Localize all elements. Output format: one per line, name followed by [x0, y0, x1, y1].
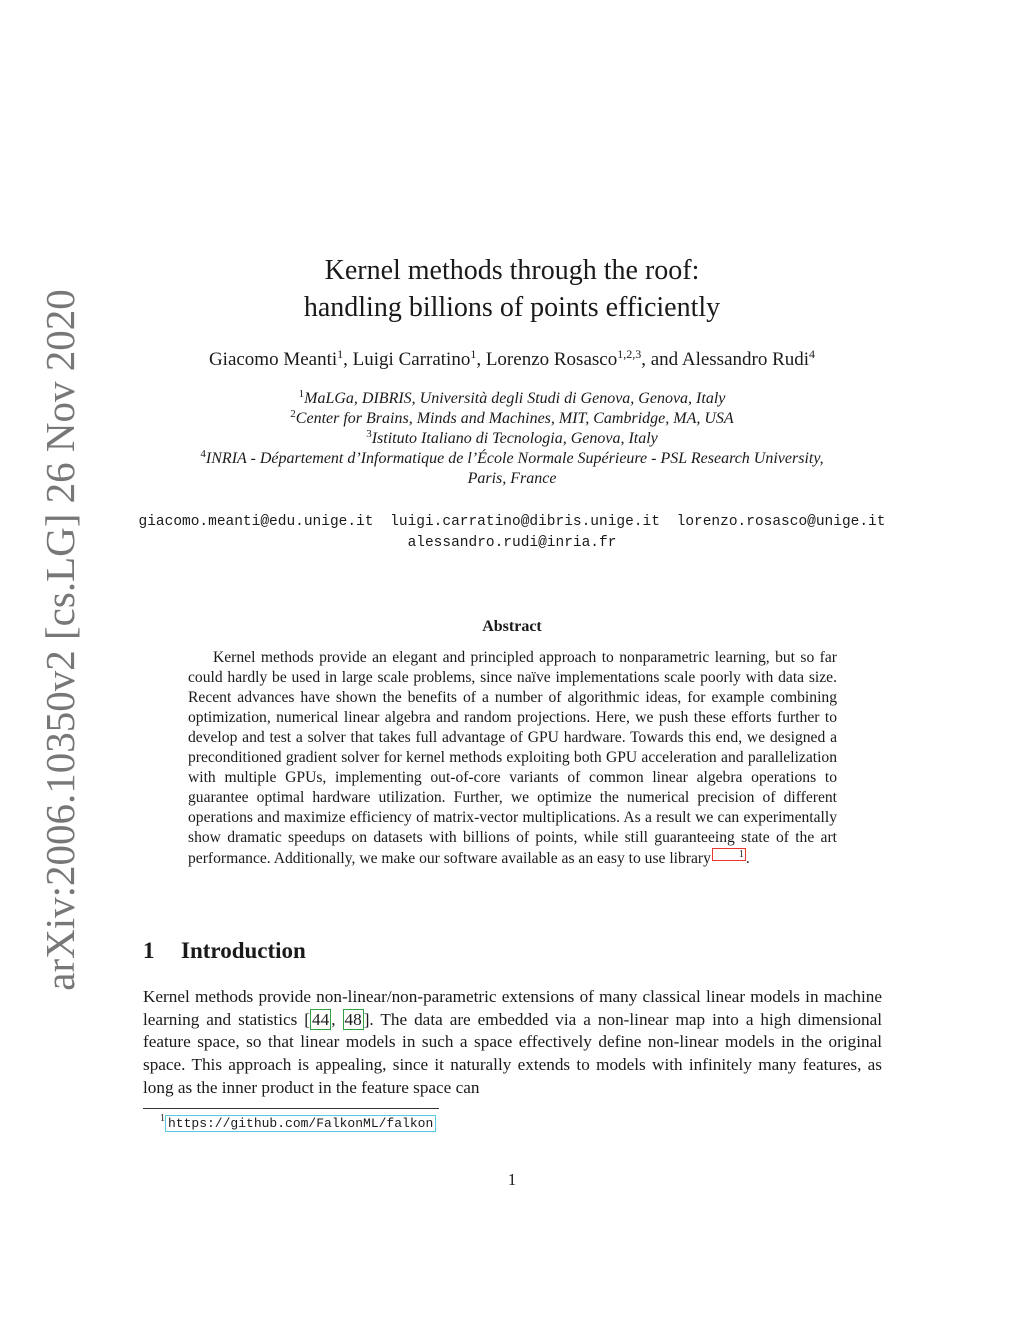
email-row	[0, 533, 1024, 554]
affil-mark: 2	[290, 408, 296, 420]
paper-title	[0, 252, 1024, 326]
introduction-paragraph	[143, 986, 882, 1100]
abstract-heading: Abstract	[482, 618, 542, 635]
footnote	[160, 1113, 436, 1131]
citation-link[interactable]: 48	[344, 1009, 362, 1029]
arxiv-identifier-stamp: arXiv:2006.10350v2 [cs.LG] 26 Nov 2020	[37, 289, 83, 991]
footnote-url-link[interactable]: https://github.com/FalkonML/falkon	[165, 1115, 436, 1132]
abstract-end: .	[745, 850, 750, 867]
affil-mark: 3	[366, 428, 372, 440]
footnote-ref-link[interactable]: 1	[712, 848, 746, 861]
section-heading	[143, 938, 306, 964]
affil-text: Center for Brains, Minds and Machines, MIT, Cambridge, MA, USA	[295, 410, 734, 427]
author-affil-mark: 1,2,3	[617, 347, 642, 361]
footnote-rule	[143, 1108, 439, 1109]
email-address[interactable]: giacomo.meanti@edu.unige.it	[138, 514, 374, 530]
cite-separator: ,	[331, 1009, 343, 1029]
title-line-2: handling billions of points efficiently	[303, 292, 721, 323]
affiliation	[0, 409, 1024, 429]
abstract-body	[188, 648, 837, 869]
email-row	[0, 512, 1024, 533]
affiliation	[0, 429, 1024, 449]
affil-text: Paris, France	[467, 470, 557, 487]
page-number: 1	[507, 1170, 517, 1189]
affiliation	[0, 469, 1024, 489]
citation-link[interactable]: 44	[312, 1009, 330, 1029]
section-title: Introduction	[181, 938, 306, 963]
email-list	[0, 512, 1024, 554]
intro-text: ]. The data are embedded via a non-linear map into a high dimensional feature space, so that linear models in such a space effectively define non-linear models in the original space. This approach is appealing, since it naturally extends to models with infinitely many features, as long as the inner product in the feature space can	[143, 1009, 882, 1097]
author-separator: ,	[343, 349, 353, 370]
author-affil-mark: 1	[337, 347, 344, 361]
email-address[interactable]: alessandro.rudi@inria.fr	[407, 535, 617, 551]
intro-text: Kernel methods provide non-linear/non-parametric extensions of many classical linear models in machine learning and statistics [	[143, 987, 882, 1029]
affil-text: MaLGa, DIBRIS, Università degli Studi di Genova, Genova, Italy	[304, 390, 726, 407]
affil-mark: 1	[298, 388, 305, 400]
author-name: Alessandro Rudi	[681, 349, 810, 370]
affil-mark: 4	[200, 448, 206, 460]
affiliation	[0, 389, 1024, 409]
author-separator: , and	[641, 349, 682, 370]
abstract-text: Kernel methods provide an elegant and principled approach to nonparametric learning, but so far could hardly be used in large scale problems, since naïve implementations scale poorly with data size. Recent advances have shown the benefits of a number of algorithmic ideas, for example combining optimization, numerical linear algebra and random projections. Here, we push these efforts further to develop and test a solver that takes full advantage of GPU hardware. Towards this end, we designed a preconditioned gradient solver for kernel methods exploiting both GPU acceleration and parallelization with multiple GPUs, implementing out-of-core variants of common linear algebra operations to guarantee optimal hardware utilization. Further, we optimize the numerical precision of different operations and maximize efficiency of matrix-vector multiplications. As a result we can experimentally show dramatic speedups on datasets with billions of points, while still guaranteeing state of the art performance. Additionally, we make our software available as an easy to use library	[188, 649, 837, 867]
author-separator: ,	[476, 349, 486, 370]
affil-text: INRIA - Département d’Informatique de l’École Normale Supérieure - PSL Research University,	[205, 450, 824, 467]
affiliation-list	[0, 389, 1024, 489]
author-affil-mark: 4	[809, 347, 816, 361]
author-name: Giacomo Meanti	[208, 349, 338, 370]
title-line-1: Kernel methods through the roof:	[324, 255, 700, 286]
author-name: Luigi Carratino	[352, 349, 471, 370]
author-list	[0, 347, 1024, 373]
affiliation	[0, 449, 1024, 469]
email-address[interactable]: luigi.carratino@dibris.unige.it	[390, 514, 660, 530]
section-number: 1	[143, 938, 155, 963]
email-address[interactable]: lorenzo.rosasco@unige.it	[676, 514, 886, 530]
author-affil-mark: 1	[470, 347, 477, 361]
affil-text: Istituto Italiano di Tecnologia, Genova, Italy	[371, 430, 658, 447]
author-name: Lorenzo Rosasco	[485, 349, 618, 370]
footnote-mark: 1	[160, 1113, 165, 1124]
